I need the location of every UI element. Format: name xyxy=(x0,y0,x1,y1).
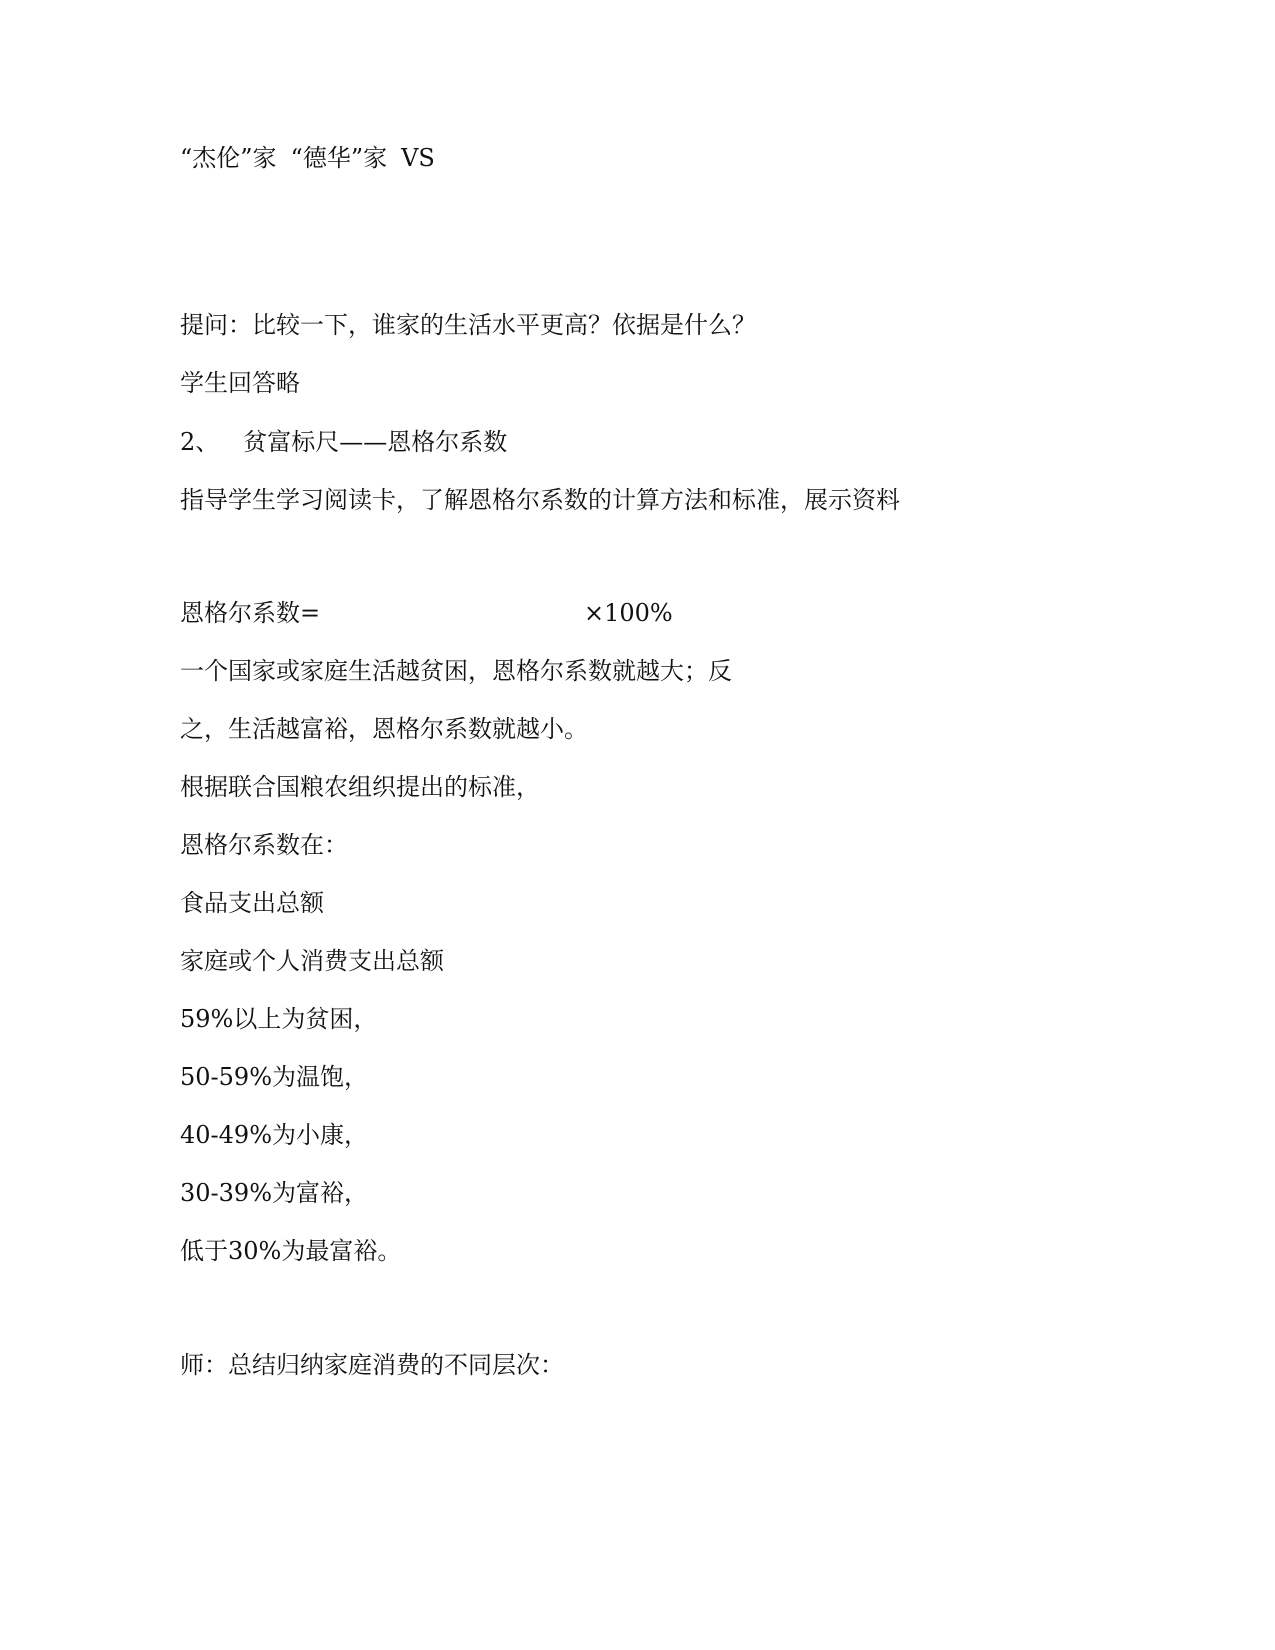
standard-item: 50-59%为温饱， xyxy=(180,1063,368,1091)
explanation-line: 一个国家或家庭生活越贫困，恩格尔系数就越大；反 xyxy=(180,657,732,685)
section-heading xyxy=(180,426,507,458)
answer-text: 学生回答略 xyxy=(180,369,300,397)
fraction-numerator: 食品支出总额 xyxy=(180,889,324,917)
family-a-label: “杰伦”家 xyxy=(180,144,277,172)
question-text: 提问：比较一下，谁家的生活水平更高？依据是什么？ xyxy=(180,311,756,339)
standard-item: 低于30%为最富裕。 xyxy=(180,1237,402,1265)
teacher-summary: 师：总结归纳家庭消费的不同层次： xyxy=(180,1351,564,1379)
instruction-text: 指导学生学习阅读卡，了解恩格尔系数的计算方法和标准，展示资料 xyxy=(180,486,900,514)
explanation-line: 根据联合国粮农组织提出的标准， xyxy=(180,773,540,801)
explanation-line: 恩格尔系数在： xyxy=(180,831,348,859)
standard-item: 30-39%为富裕， xyxy=(180,1179,368,1207)
families-header xyxy=(180,142,435,174)
fraction-denominator: 家庭或个人消费支出总额 xyxy=(180,947,444,975)
formula-label: 恩格尔系数= xyxy=(180,599,321,627)
section-title: 贫富标尺——恩格尔系数 xyxy=(243,428,508,456)
explanation-line: 之，生活越富裕，恩格尔系数就越小。 xyxy=(180,715,588,743)
standard-item: 40-49%为小康， xyxy=(180,1121,368,1149)
vs-label: VS xyxy=(401,144,435,172)
standard-item: 59%以上为贫困， xyxy=(180,1005,378,1033)
family-b-label: “德华”家 xyxy=(290,144,388,172)
section-number: 2、 xyxy=(180,428,220,456)
formula-multiplier: ×100% xyxy=(584,599,673,627)
